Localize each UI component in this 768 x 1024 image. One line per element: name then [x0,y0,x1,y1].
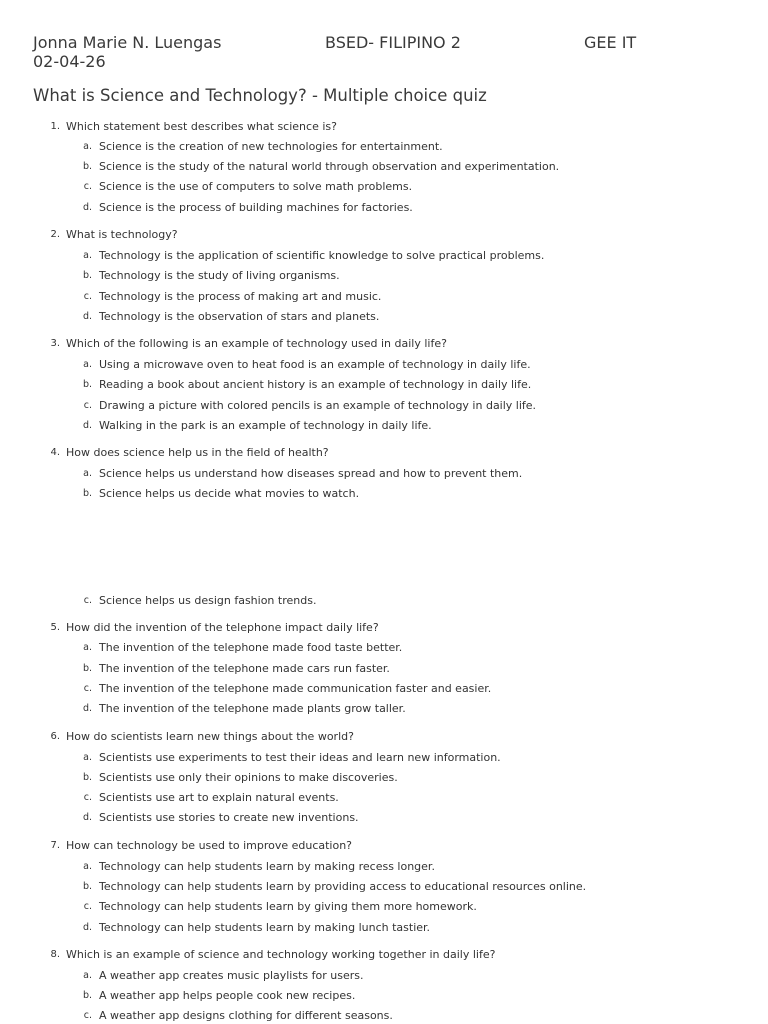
option-text: The invention of the telephone made food taste better. [99,641,403,654]
question-text: What is technology? [66,228,178,241]
option-text: Scientists use art to explain natural events. [99,791,339,804]
option-letter: c. [83,901,92,912]
option-text: A weather app creates music playlists for users. [99,969,364,982]
option-text: Technology is the study of living organisms. [99,269,340,282]
option-letter: c. [83,683,92,694]
option-text: Walking in the park is an example of technology in daily life. [99,419,432,432]
option-letter: d. [82,202,92,213]
option-text: Scientists use stories to create new inventions. [99,811,359,824]
option-letter: a. [83,970,92,981]
option-text: Reading a book about ancient history is an example of technology in daily life. [99,378,532,391]
option-text: Technology can help students learn by giving them more homework. [99,900,477,913]
option-letter: a. [83,359,92,370]
question-text: Which statement best describes what science is? [66,120,337,133]
option-text: Drawing a picture with colored pencils is an example of technology in daily life. [99,399,537,412]
student-name: Jonna Marie N. Luengas [33,33,222,52]
option-letter: d. [82,922,92,933]
option-letter: a. [83,250,92,261]
option-letter: b. [82,488,92,499]
option-text: The invention of the telephone made cars run faster. [99,662,390,675]
option-text: Science helps us decide what movies to watch. [99,487,360,500]
option-text: Science is the use of computers to solve math problems. [99,180,413,193]
option-letter: d. [82,812,92,823]
option-letter: b. [82,772,92,783]
question-number: 7. [50,840,60,851]
option-letter: a. [83,861,92,872]
option-text: A weather app designs clothing for different seasons. [99,1009,393,1022]
option-text: Science helps us design fashion trends. [99,594,317,607]
option-text: Using a microwave oven to heat food is an example of technology in daily life. [99,358,531,371]
option-text: Science is the study of the natural world through observation and experimentation. [99,160,560,173]
option-letter: d. [82,311,92,322]
question-text: How does science help us in the field of health? [66,446,329,459]
option-letter: c. [83,181,92,192]
option-letter: c. [83,792,92,803]
option-text: A weather app helps people cook new recipes. [99,989,356,1002]
option-letter: c. [83,1010,92,1021]
option-letter: b. [82,379,92,390]
option-letter: b. [82,270,92,281]
option-text: Technology can help students learn by making recess longer. [99,860,435,873]
question-number: 2. [50,229,60,240]
option-text: Technology is the observation of stars and planets. [99,310,380,323]
question-text: How can technology be used to improve education? [66,839,353,852]
option-letter: a. [83,141,92,152]
question-number: 1. [50,121,60,132]
option-text: Technology can help students learn by making lunch tastier. [99,921,431,934]
question-number: 8. [50,949,60,960]
question-number: 4. [50,447,60,458]
option-letter: c. [83,595,92,606]
option-text: Science helps us understand how diseases spread and how to prevent them. [99,467,523,480]
question-number: 3. [50,338,60,349]
option-letter: c. [83,291,92,302]
option-letter: d. [82,703,92,714]
page-title: What is Science and Technology? - Multiple choice quiz [33,86,487,105]
option-text: Scientists use only their opinions to make discoveries. [99,771,398,784]
option-letter: a. [83,468,92,479]
option-text: Technology can help students learn by providing access to educational resources online. [99,880,587,893]
option-letter: b. [82,990,92,1001]
option-text: Technology is the application of scientific knowledge to solve practical problems. [99,249,545,262]
option-text: Science is the process of building machines for factories. [99,201,413,214]
option-text: Technology is the process of making art and music. [99,290,382,303]
option-text: Science is the creation of new technologies for entertainment. [99,140,443,153]
question-text: Which is an example of science and technology working together in daily life? [66,948,496,961]
date-label: 02-04-26 [33,52,106,71]
subject-label: GEE IT [584,33,637,52]
option-letter: b. [82,881,92,892]
option-letter: b. [82,663,92,674]
option-letter: a. [83,752,92,763]
question-text: How do scientists learn new things about the world? [66,730,354,743]
option-letter: c. [83,400,92,411]
course-label: BSED- FILIPINO 2 [325,33,461,52]
option-letter: b. [82,161,92,172]
question-text: Which of the following is an example of technology used in daily life? [66,337,447,350]
question-text: How did the invention of the telephone impact daily life? [66,621,379,634]
question-number: 5. [50,622,60,633]
option-text: The invention of the telephone made plants grow taller. [99,702,406,715]
option-text: Scientists use experiments to test their ideas and learn new information. [99,751,501,764]
option-letter: d. [82,420,92,431]
question-number: 6. [50,731,60,742]
option-text: The invention of the telephone made communication faster and easier. [99,682,492,695]
option-letter: a. [83,642,92,653]
